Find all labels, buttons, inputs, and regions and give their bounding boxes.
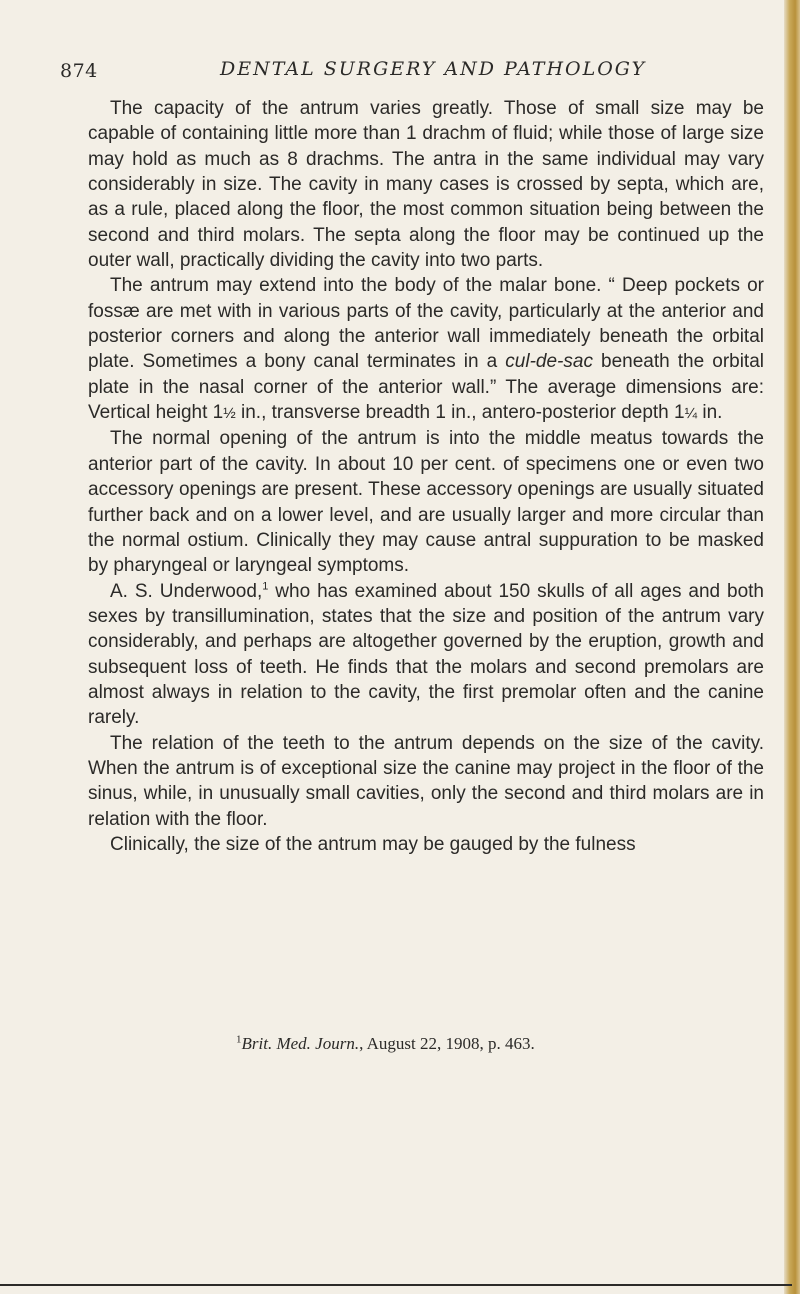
- footnote-details: , August 22, 1908, p. 463.: [359, 1034, 535, 1053]
- paragraph-opening: The normal opening of the antrum is into the middle meatus towards the anterior part of the cavity. In about 10 per cent. of specimens one or even two accessory openings are present. These accessory openings are usually situated further back and on a lower level, and are usually larger and more circular than the normal ostium. Clinically they may cause antral suppuration to be masked by pharyngeal or laryngeal symptoms.: [88, 428, 764, 577]
- running-title: DENTAL SURGERY AND PATHOLOGY: [220, 58, 647, 80]
- text-run: The antrum may extend into the body of the malar bone. “ Deep pockets or fossæ are met with in various parts of the cavity, particularly at the anterior and posterior corners and along the anterior wall immediately beneath the orbital plate. Sometimes a bony canal terminates in a: [88, 275, 764, 373]
- page-edge: [784, 0, 800, 1294]
- paragraph-extension: [88, 273, 764, 426]
- paragraph-capacity: The capacity of the antrum varies greatly. Those of small size may be capable of containing little more than 1 drachm of fluid; while those of large size may hold as much as 8 drachms. The antra in the same individual may vary considerably in size. The cavity in many cases is crossed by septa, which are, as a rule, placed along the floor, the most common situation being between the second and third molars. The septa along the floor may be continued up the outer wall, practically dividing the cavity into two parts.: [88, 98, 764, 272]
- fraction: ¼: [684, 405, 698, 423]
- page-number: 874: [60, 60, 98, 82]
- text-run: in., transverse breadth 1 in., antero-posterior depth 1: [235, 402, 685, 424]
- page-header: [60, 56, 760, 86]
- paragraph-clinical: Clinically, the size of the antrum may be gauged by the fulness: [110, 833, 636, 855]
- bottom-rule: [0, 1284, 792, 1286]
- text-run: who has examined about 150 skulls of all ages and both sexes by transillumination, states that the size and position of the antrum vary considerably, and perhaps are altogether governed by the eruption, growth and subsequent loss of teeth. He finds that the molars and second premolars are almost always in relation to the cavity, the first premolar often and the canine rarely.: [88, 580, 764, 729]
- fraction: ½: [223, 405, 236, 423]
- paragraph-underwood: [88, 579, 764, 731]
- body-text: [88, 96, 764, 857]
- italic-term: cul-de-sac: [505, 351, 593, 373]
- text-run: A. S. Underwood,: [110, 580, 263, 602]
- footnote-reference: 1: [262, 580, 269, 593]
- footnote-marker: 1: [236, 1033, 242, 1046]
- text-run: beneath the orbital plate in the nasal corner of the anterior wall.” The average dimensions are: Vertical height 1: [88, 351, 764, 424]
- footnote-citation: Brit. Med. Journ.: [241, 1034, 360, 1053]
- text-run: in.: [697, 402, 723, 424]
- paragraph-relation: The relation of the teeth to the antrum depends on the size of the cavity. When the antrum is of exceptional size the canine may project in the floor of the sinus, while, in unusually small cavities, only the second and third molars are in relation with the floor.: [88, 732, 764, 830]
- footnote: [236, 1034, 796, 1054]
